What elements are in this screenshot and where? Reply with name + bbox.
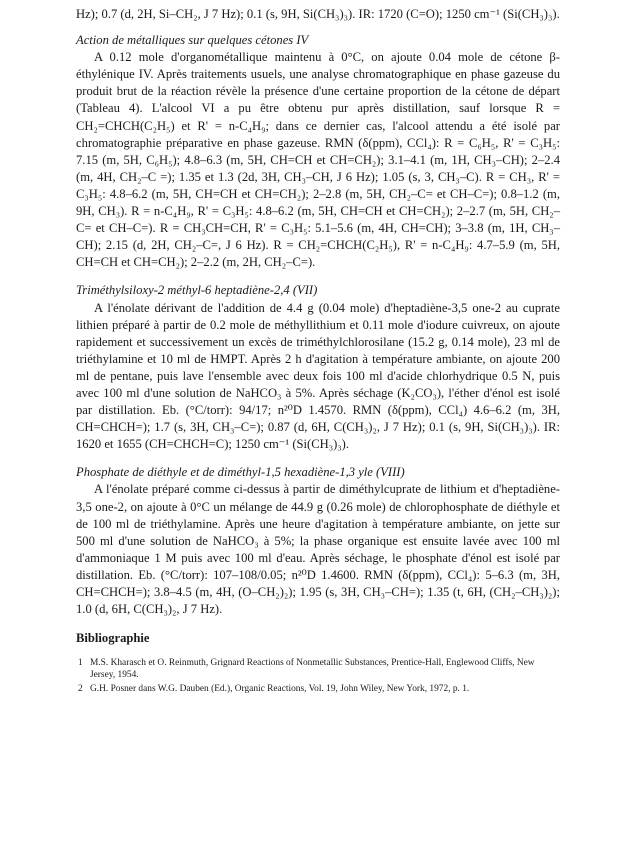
section-heading-silyl-ether: Triméthylsiloxy-2 méthyl-6 heptadiène-2,4 (VII) bbox=[76, 283, 318, 298]
section-body-silyl-ether: A l'énolate dérivant de l'addition de 4.4 g (0.04 mole) d'heptadiène-3,5 one-2 au cuprate lithien préparé à partir de 0.2 mole de méthyllithium et 0.11 mole d'iodure cuivreux, on ajoute rapidement et successivement un excès de triméthylchlorosilane (15.2 g, 0.14 mole), 23 ml de triéthylamine et 10 ml de HMPT. Après 2 h d'agitation à température ambiante, on ajoute 200 ml de pentane, puis lave l'ensemble avec deux fois 100 ml d'acide chlorhydrique 0.5 N, puis avec 100 ml d'une solution de NaHCO₃ à 5%. Après séchage (K₂CO₃), l'éther d'énol est isolé par distillation. Eb. (°C/torr): 94/17; n²⁰D 1.4570. RMN (δ(ppm), CCl₄) 4.6–6.2 (m, 3H, CH=CHCH=); 1.7 (s, 3H, CH₃–C=); 0.87 (d, 6H, C(CH₃)₂, J 7 Hz); 0.1 (s, 9H, Si(CH₃)₃). IR: 1620 et 1655 (CH=CHCH=C); 1250 cm⁻¹ (Si(CH₃)₃). bbox=[76, 300, 560, 452]
reference-number: 2 bbox=[78, 684, 83, 695]
reference-item bbox=[76, 657, 560, 681]
paper-page bbox=[76, 6, 560, 697]
reference-list bbox=[76, 657, 560, 695]
section-heading-metal-action: Action de métalliques sur quelques cétones IV bbox=[76, 33, 309, 48]
section-heading-phosphate: Phosphate de diéthyle et de diméthyl-1,5 hexadiène-1,3 yle (VIII) bbox=[76, 465, 405, 480]
continuation-paragraph: Hz); 0.7 (d, 2H, Si–CH₂, J 7 Hz); 0.1 (s, 9H, Si(CH₃)₃). IR: 1720 (C=O); 1250 cm⁻¹ (Si(CH₃)₃). bbox=[76, 7, 560, 21]
reference-item bbox=[76, 683, 560, 695]
reference-text: M.S. Kharasch et O. Reinmuth, Grignard Reactions of Nonmetallic Substances, Prentice-Hall, Englewood Cliffs, New Jersey, 1954. bbox=[90, 658, 535, 681]
reference-text: G.H. Posner dans W.G. Dauben (Ed.), Organic Reactions, Vol. 19, John Wiley, New York, 1972, p. 1. bbox=[90, 684, 470, 695]
section-body-metal-action: A 0.12 mole d'organométallique maintenu à 0°C, on ajoute 0.04 mole de cétone β-éthylénique IV. Après traitements usuels, une analyse chromatographique en phase gazeuse du produit brut de la réaction révèle la présence d'une certaine proportion de la cétone de départ (Tableau 4). L'alcool VI a pu être obtenu pur après distillation, sauf lorsque R = CH₂=CHCH(C₂H₅) et R' = n-C₄H₉; dans ce dernier cas, l'alcool attendu a été isolé par chromatographie préparative en phase gazeuse. RMN (δ(ppm), CCl₄): R = C₆H₅, R' = C₃H₅: 7.15 (m, 5H, C₆H₅); 4.8–6.3 (m, 5H, CH=CH et CH=CH₂); 3.1–4.1 (m, 1H, CH₃–CH); 2–2.4 (m, 4H, CH₂–C =); 1.35 et 1.3 (2d, 3H, CH₃–CH, J 6 Hz); 1.05 (s, 3, CH₃–C). R = CH₃, R' = C₃H₅: 4.8–6.2 (m, 5H, CH=CH et CH=CH₂); 2–2.8 (m, 5H, CH₂–C= et CH–C=); 0.8–1.2 (m, 9H, CH₃). R = n-C₄H₉, R' = C₃H₅: 4.8–6.2 (m, 5H, CH=CH et CH=CH₂); 2–2.7 (m, 5H, CH₂–C= et CH–C=). R = CH₃CH=CH, R' = C₃H₅: 5.1–5.6 (m, 4H, CH=CH); 3–3.8 (m, 1H, CH₃–CH); 2.15 (d, 2H, CH₂–C=, J 6 Hz). R = CH₂=CHCH(C₂H₅), R' = n-C₄H₉: 4.7–5.9 (m, 5H, CH=CH et CH=CH₂); 2–2.2 (m, 2H, CH₂–C=). bbox=[76, 50, 560, 270]
reference-number: 1 bbox=[78, 658, 83, 669]
section-body-phosphate: A l'énolate préparé comme ci-dessus à partir de diméthylcuprate de lithium et d'heptadiène-3,5 one-2, on ajoute à 0°C un mélange de 44.9 g (0.26 mole) de chlorophosphate de diéthyle et de 100 ml de triéthylamine. Après une heure d'agitation à température ambiante, on jette sur 500 ml d'une solution de NaHCO₃ à 5%; la phase organique est ensuite lavée avec 100 ml d'ammoniaque 1 M puis avec 100 ml d'eau. Après séchage, le phosphate d'énol est isolé par distillation. Eb. (°C/torr): 107–108/0.05; n²⁰D 1.4600. RMN (δ(ppm), CCl₄): 5–6.3 (m, 3H, CH=CHCH=); 3.8–4.5 (m, 4H, (O–CH₂)₂); 1.95 (s, 3H, CH₃–CH=); 1.35 (t, 6H, (CH₂–CH₃)₂); 1.0 (d, 6H, C(CH₃)₂, J 7 Hz). bbox=[76, 482, 560, 617]
bibliography-title: Bibliographie bbox=[76, 631, 150, 646]
